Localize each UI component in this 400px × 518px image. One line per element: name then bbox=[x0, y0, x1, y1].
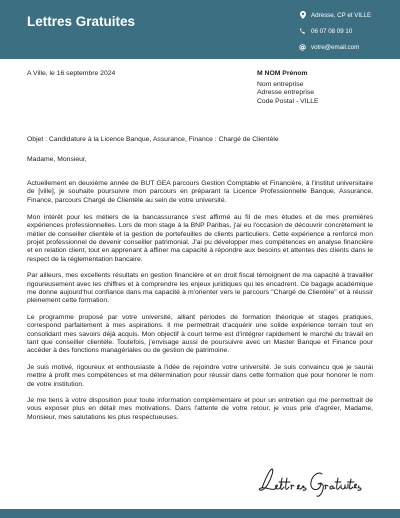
brand-title: Lettres Gratuites bbox=[27, 14, 136, 29]
recipient-name: M NOM Prénom bbox=[257, 70, 308, 77]
recipient-city: Code Postal - VILLE bbox=[257, 97, 319, 105]
contact-phone-text: 06 07 08 09 10 bbox=[311, 27, 353, 35]
location-pin-icon bbox=[296, 11, 309, 19]
paragraph-motivation: Mon intérêt pour les métiers de la bancassurance s'est affirmé au fil de mes études et de mes premières expériences professionnelles. Lors de mon stage à la BNP Paribas, j'ai eu l'occasion de découvrir concrètement le métier de conseiller clientèle et la gestion de portefeuilles de clients particuliers. Cette expérience a renforcé mon projet professionnel de devenir conseiller patrimonial. J'ai pu développer mes compétences en analyse financière et en relation client, tout en apprenant à affiner ma capacité à répondre aux besoins et attentes des clients dans le respect de la réglementation bancaire. bbox=[27, 213, 373, 263]
paragraph-results: Par ailleurs, mes excellents résultats en gestion financière et en droit fiscal témoignent de ma capacité à travailler rigoureusement avec les chiffres et à comprendre les enjeux juridiques qui les encadrent. Ce bagage académique me donne aujourd'hui confiance dans ma capacité à m'orienter vers le parcours "Chargé de Clientèle" et à réussir pleinement cette formation. bbox=[27, 272, 373, 305]
footer-bar bbox=[0, 509, 400, 518]
letter-object: Objet : Candidature à la Licence Banque, Assurance, Finance : Chargé de Clientèle bbox=[27, 136, 279, 143]
paragraph-intro: Actuellement en deuxième année de BUT GEA parcours Gestion Comptable et Financière, à l'institut universitaire de [ville], je souhaite poursuivre mon parcours en préparant la Licence Professionnelle Banque, Assurance, Finance, parcours Chargé de Clientèle au sein de votre université. bbox=[27, 180, 373, 204]
salutation: Madame, Monsieur, bbox=[27, 156, 87, 163]
place-and-date: A Ville, le 16 septembre 2024 bbox=[27, 70, 116, 77]
contact-address-text: Adresse, CP et VILLE bbox=[311, 11, 372, 19]
handwritten-signature bbox=[252, 462, 362, 502]
header-banner bbox=[0, 0, 400, 59]
contact-address bbox=[296, 7, 371, 23]
contact-email bbox=[296, 39, 371, 55]
at-sign-icon bbox=[296, 44, 309, 51]
paragraph-program: Le programme proposé par votre université, alliant périodes de formation théorique et stages pratiques, correspond parfaitement à mes aspirations. Il me permettrait d'acquérir une solide expérience terrain tout en consolidant mes savoirs déjà acquis. Mon objectif à court terme est d'intégrer rapidement le marché du travail en tant que conseiller clientèle. Toutefois, j'envisage aussi de poursuivre avec un Master Banque et Finance pour accéder à des fonctions managériales ou de gestion de patrimoine. bbox=[27, 313, 373, 355]
paragraph-closing: Je me tiens à votre disposition pour toute information complémentaire et pour un entretien qui me permettrait de vous exposer plus en détail mes motivations. Dans l'attente de votre retour, je vous prie d'agréer, Madame, Monsieur, mes salutations les plus respectueuses. bbox=[27, 397, 373, 421]
contact-phone bbox=[296, 23, 371, 39]
letter-body bbox=[27, 180, 373, 430]
contact-block bbox=[296, 7, 371, 55]
paragraph-commitment: Je suis motivé, rigoureux et enthousiaste à l'idée de rejoindre votre université. Je suis convaincu que je saurai mettre à profit mes compétences et ma détermination pour réussir dans cette formation que pour honorer le nom de votre institution. bbox=[27, 363, 373, 388]
phone-icon bbox=[296, 28, 309, 35]
recipient-address: Adresse entreprise bbox=[257, 89, 315, 97]
recipient-block bbox=[257, 70, 319, 106]
recipient-company: Nom entreprise bbox=[257, 81, 304, 89]
contact-email-text: votre@email.com bbox=[311, 43, 360, 51]
